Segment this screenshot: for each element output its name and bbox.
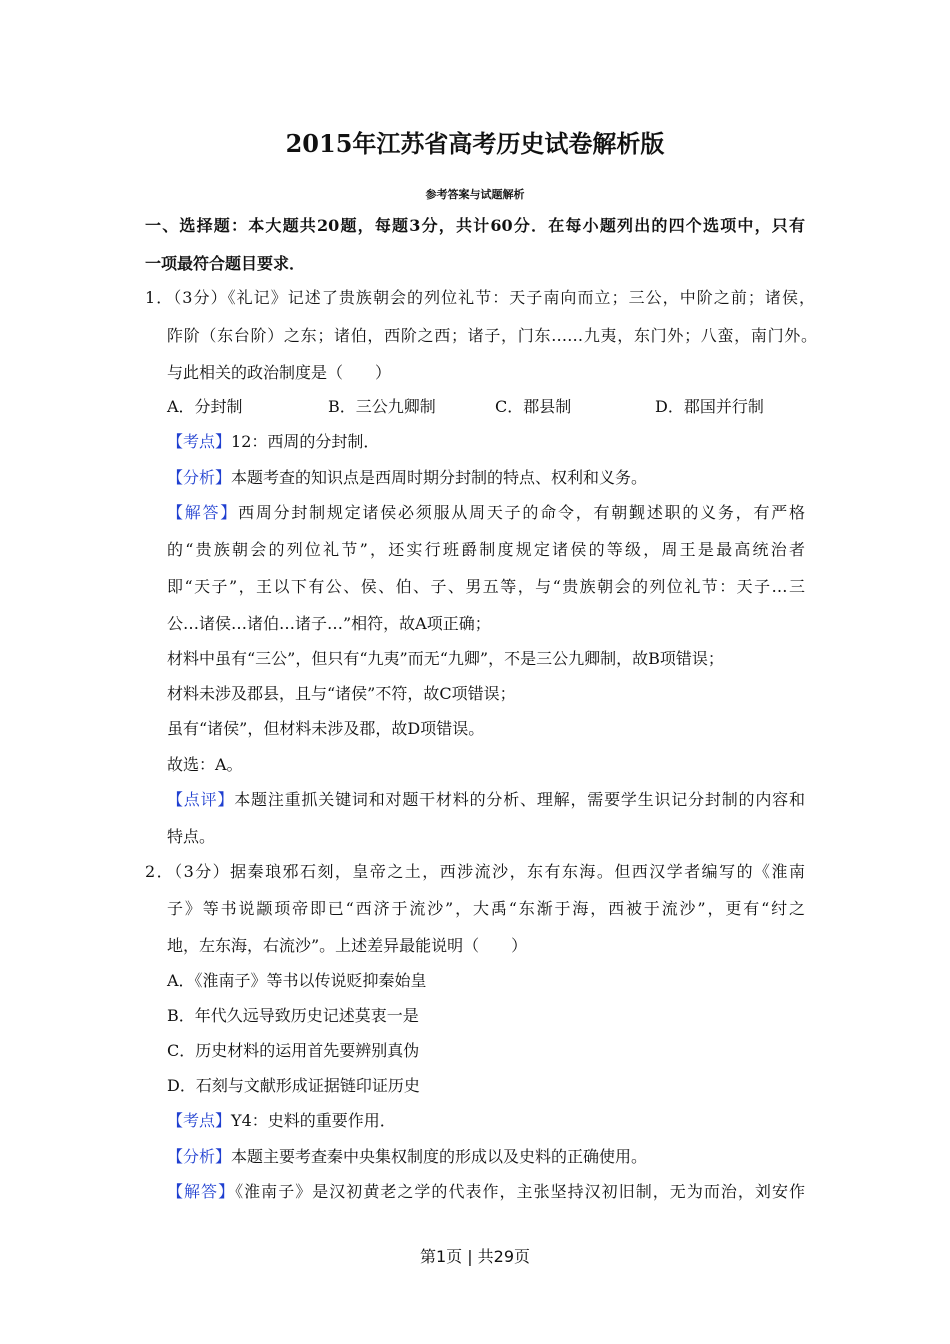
- q1-option-c: C．郡县制: [495, 397, 572, 416]
- section-heading: 一、选择题：本大题共20题，每题3分，共计60分．在每小题列出的四个选项中，只有: [145, 216, 805, 235]
- q1-jieda: 【解答】西周分封制规定诸侯必须服从周天子的命令，有朝觐述职的义务，有严格: [167, 503, 805, 522]
- kaodian-tag: 【考点】: [167, 432, 232, 451]
- q2-kaodian: 【考点】Y4：史料的重要作用．: [167, 1111, 396, 1130]
- jieda-tag: 【解答】: [167, 1182, 236, 1201]
- q2-option-b: B．年代久远导致历史记述莫衷一是: [167, 1006, 419, 1025]
- q1-dianping-line: 特点。: [167, 827, 216, 846]
- jieda-tag: 【解答】: [167, 503, 239, 522]
- q1-stem: 阼阶（东台阶）之东；诸伯，西阶之西；诸子，门东……九夷，东门外；八蛮，南门外。: [167, 326, 817, 345]
- q2-option-d: D．石刻与文献形成证据链印证历史: [167, 1076, 420, 1095]
- fenxi-tag: 【分析】: [167, 1147, 232, 1166]
- q1-jieda-line: 材料中虽有“三公”，但只有“九夷”而无“九卿”，不是三公九卿制，故B项错误；: [167, 649, 724, 668]
- section-heading-cont: 一项最符合题目要求．: [145, 254, 306, 273]
- q1-stem: 与此相关的政治制度是（ ）: [167, 363, 392, 382]
- q1-fenxi: 【分析】本题考查的知识点是西周时期分封制的特点、权利和义务。: [167, 468, 648, 487]
- q1-option-d: D．郡国并行制: [655, 397, 764, 416]
- q2-option-a: A．《淮南子》等书以传说贬抑秦始皇: [167, 971, 427, 990]
- document-subtitle: 参考答案与试题解析: [425, 188, 525, 201]
- fenxi-tag: 【分析】: [167, 468, 232, 487]
- document-title: 2015年江苏省高考历史试卷解析版: [285, 129, 665, 158]
- q2-fenxi: 【分析】本题主要考查秦中央集权制度的形成以及史料的正确使用。: [167, 1147, 648, 1166]
- q1-jieda-line: 即“天子”，王以下有公、侯、伯、子、男五等，与“贵族朝会的列位礼节：天子…三: [167, 577, 805, 596]
- q1-answer: 故选：A。: [167, 755, 243, 774]
- q1-jieda-line: 虽有“诸侯”，但材料未涉及郡，故D项错误。: [167, 719, 485, 738]
- q1-dianping: 【点评】本题注重抓关键词和对题干材料的分析、理解，需要学生识记分封制的内容和: [167, 790, 805, 809]
- q2-jieda: 【解答】《淮南子》是汉初黄老之学的代表作，主张坚持汉初旧制，无为而治，刘安作: [167, 1182, 805, 1201]
- q2-option-c: C．历史材料的运用首先要辨别真伪: [167, 1041, 420, 1060]
- q1-option-b: B．三公九卿制: [328, 397, 436, 416]
- q1-jieda-line: 公…诸侯…诸伯…诸子…”相符，故A项正确；: [167, 614, 491, 633]
- q1-stem: 1．（3分）《礼记》记述了贵族朝会的列位礼节：天子南向而立；三公，中阶之前；诸侯，: [145, 288, 815, 307]
- q1-jieda-line: 的“贵族朝会的列位礼节”，还实行班爵制度规定诸侯的等级，周王是最高统治者: [167, 540, 805, 559]
- page-footer: 第1页 | 共29页: [419, 1247, 531, 1266]
- dianping-tag: 【点评】: [167, 790, 235, 809]
- q1-jieda-line: 材料未涉及郡县，且与“诸侯”不符，故C项错误；: [167, 684, 516, 703]
- q1-option-a: A．分封制: [167, 397, 243, 416]
- q1-kaodian: 【考点】12：西周的分封制．: [167, 432, 380, 451]
- q2-stem: 子》等书说颛顼帝即已“西济于流沙”，大禹“东渐于海，西被于流沙”，更有“纣之: [167, 899, 805, 918]
- kaodian-tag: 【考点】: [167, 1111, 232, 1130]
- q2-stem: 2．（3分）据秦琅邪石刻，皇帝之土，西涉流沙，东有东海。但西汉学者编写的《淮南: [145, 862, 805, 881]
- q2-stem: 地，左东海，右流沙”。上述差异最能说明（ ）: [167, 936, 528, 955]
